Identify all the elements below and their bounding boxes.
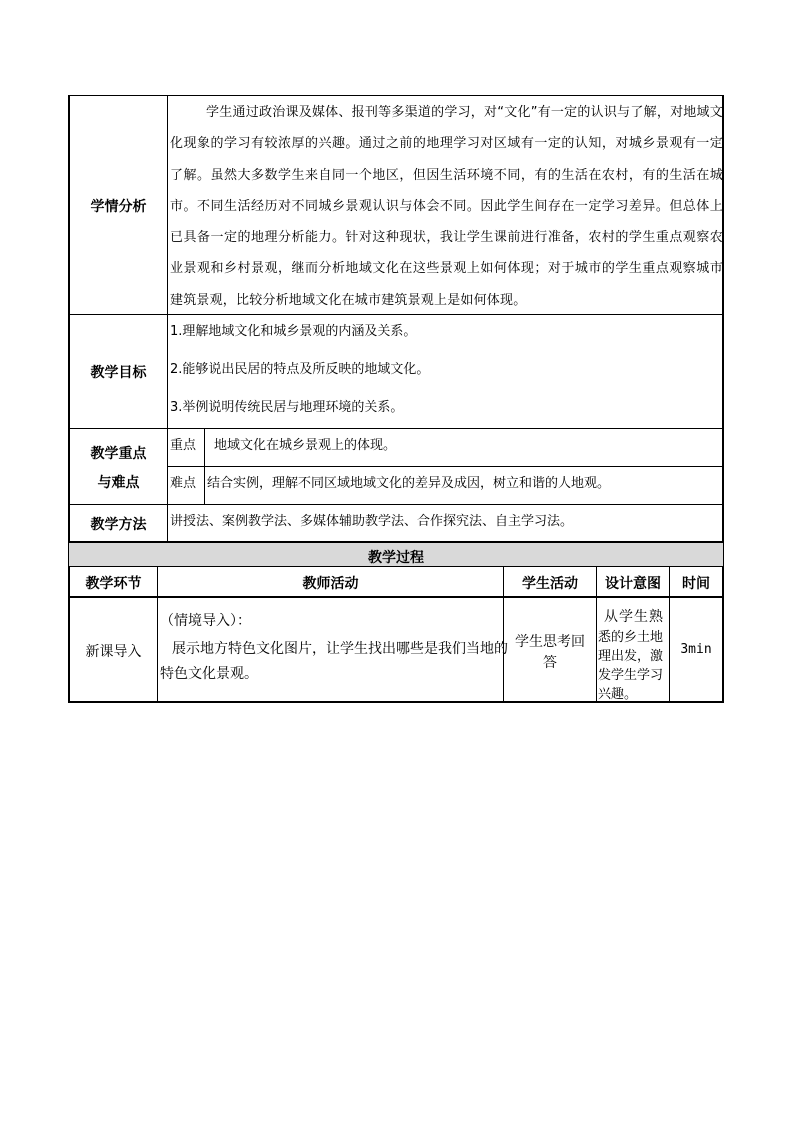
key-text: 地域文化在城乡景观上的体现。 [214,438,397,453]
row-intent-line5: 兴趣。 [598,687,638,702]
process-title: 教学过程 [368,550,424,566]
row-teacher-line3: 特色文化景观。 [160,666,258,682]
row-time: 3min [680,642,712,657]
header-bottom-line [68,596,724,598]
key-points-label-line1: 教学重点 [90,446,147,462]
objective-item-2: 2.能够说出民居的特点及所反映的地域文化。 [170,362,430,377]
row-intent-line4: 发学生学习 [598,668,664,683]
header-stage: 教学环节 [85,576,142,592]
table-border-left [68,95,70,703]
row-intent-line2: 悉的乡土地 [598,630,664,645]
row-intent-line1: 从学生熟 [604,609,664,625]
objective-item-3: 3.举例说明传统民居与地理环境的关系。 [170,400,404,415]
header-time: 时间 [682,576,710,592]
row-divider-keydiff [167,466,724,467]
key-label-divider [204,428,205,504]
key-points-label-line2: 与难点 [97,475,140,491]
methods-label: 教学方法 [90,517,147,533]
row-stage: 新课导入 [85,644,142,660]
header-student-activity: 学生活动 [522,576,578,592]
student-analysis-text [170,97,723,316]
objectives-label: 教学目标 [90,365,147,381]
row-divider-3 [68,504,724,505]
student-analysis-label: 学情分析 [90,199,147,215]
header-design-intent: 设计意图 [605,576,661,592]
header-teacher-activity: 教师活动 [302,576,359,592]
methods-text: 讲授法、案例教学法、多媒体辅助教学法、合作探究法、自主学习法。 [170,514,574,529]
row-intent-line3: 理出发，激 [598,649,664,664]
row-teacher-line1: （情境导入）： [160,613,251,629]
student-analysis-body: 学生通过政治课及媒体、报刊等多渠道的学习，对“文化”有一定的认识与了解，对地域文化现象的学习有较浓厚的兴趣。通过之前的地理学习对区域有一定的认知，对城乡景观有一定了解。虽然大多数学生来自同一个地区，但因生活环境不同，有的生活在农村，有的生活在城市。不同生活经历对不同城乡景观认识与体会不同。因此学生间存在一定学习差异。但总体上已具备一定的地理分析能力。针对这种现状，我让学生课前进行准备，农村的学生重点观察农业景观和乡村景观，继而分析地域文化在这些景观上如何体现；对于城市的学生重点观察城市建筑景观，比较分析地域文化在城市建筑景观上是如何体现。 [170,105,723,308]
label-column-divider [167,95,168,543]
difficulty-text: 结合实例，理解不同区域地域文化的差异及成因，树立和谐的人地观。 [207,476,611,491]
row-student-line1: 学生思考回 [515,634,585,650]
objective-item-1: 1.理解地域文化和城乡景观的内涵及关系。 [170,324,417,339]
difficulty-label: 难点 [170,476,197,491]
row-divider-2 [68,428,724,429]
row-student-line2: 答 [543,655,557,671]
row-teacher-line2: 展示地方特色文化图片，让学生找出哪些是我们当地的 [172,641,508,657]
key-label: 重点 [170,438,197,453]
